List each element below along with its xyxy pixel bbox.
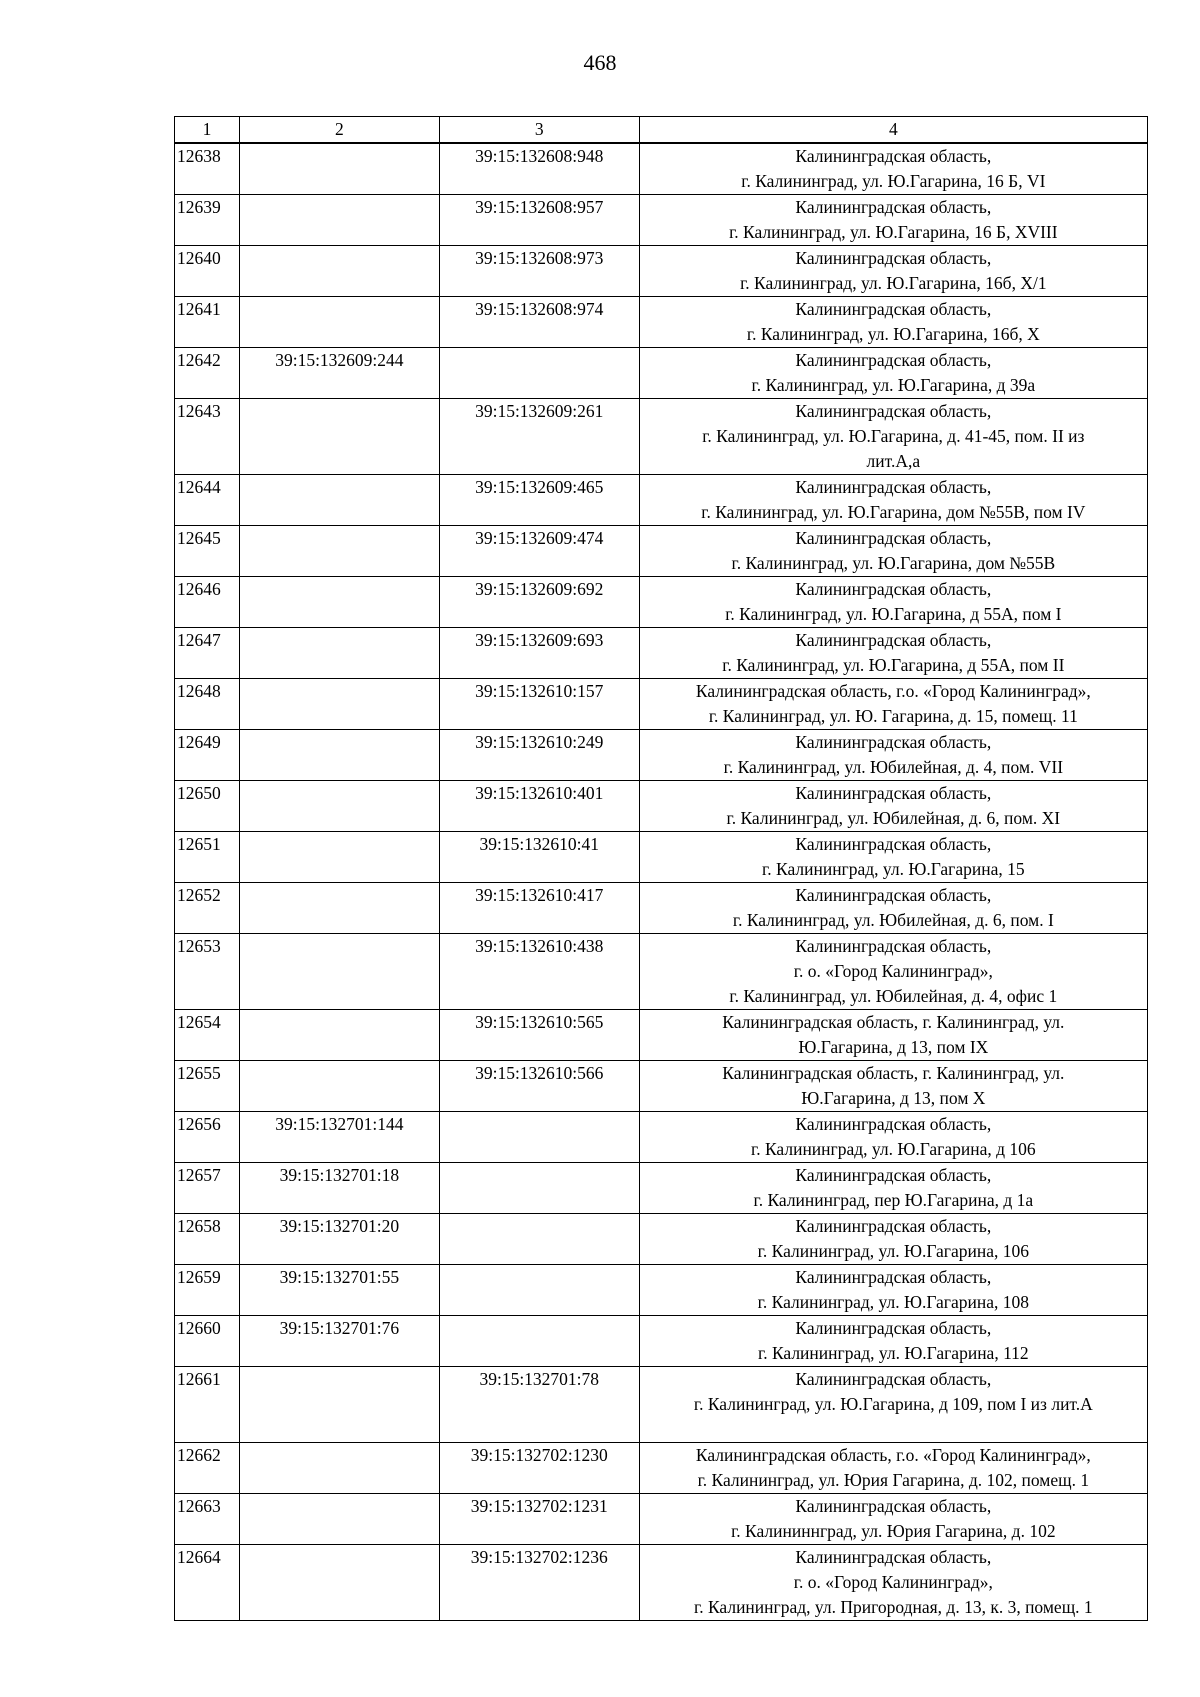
cadastral-object-cell: 39:15:132609:261 bbox=[439, 399, 639, 475]
row-number-cell: 12646 bbox=[175, 577, 240, 628]
cadastral-land-cell bbox=[239, 883, 439, 934]
header-col-2: 2 bbox=[239, 117, 439, 144]
row-number-cell: 12664 bbox=[175, 1545, 240, 1621]
cadastral-land-cell bbox=[239, 1061, 439, 1112]
table-row bbox=[175, 577, 1148, 628]
address-cell: Калининградская область, г. Калининград, ул. Юбилейная, д. 6, пом. I bbox=[639, 883, 1147, 934]
address-cell: Калининградская область, г. о. «Город Калининград», г. Калининград, ул. Пригородная, д. 13, к. 3, помещ. 1 bbox=[639, 1545, 1147, 1621]
row-number-cell: 12648 bbox=[175, 679, 240, 730]
cadastral-land-cell bbox=[239, 1367, 439, 1443]
row-number-cell: 12642 bbox=[175, 348, 240, 399]
row-number-cell: 12654 bbox=[175, 1010, 240, 1061]
table-row bbox=[175, 1163, 1148, 1214]
address-cell: Калининградская область, г. Калининград, ул. Ю.Гагарина, 108 bbox=[639, 1265, 1147, 1316]
cadastral-land-cell bbox=[239, 1443, 439, 1494]
row-number-cell: 12657 bbox=[175, 1163, 240, 1214]
cadastral-object-cell: 39:15:132610:566 bbox=[439, 1061, 639, 1112]
cadastral-land-cell bbox=[239, 399, 439, 475]
cadastral-land-cell bbox=[239, 526, 439, 577]
table-row bbox=[175, 1214, 1148, 1265]
row-number-cell: 12645 bbox=[175, 526, 240, 577]
row-number-cell: 12653 bbox=[175, 934, 240, 1010]
cadastral-object-cell: 39:15:132702:1230 bbox=[439, 1443, 639, 1494]
cadastral-object-cell: 39:15:132609:474 bbox=[439, 526, 639, 577]
table-row bbox=[175, 1443, 1148, 1494]
table-row bbox=[175, 399, 1148, 475]
table-row bbox=[175, 1010, 1148, 1061]
cadastral-land-cell bbox=[239, 628, 439, 679]
table-row bbox=[175, 297, 1148, 348]
cadastral-object-cell: 39:15:132608:973 bbox=[439, 246, 639, 297]
cadastral-land-cell: 39:15:132701:55 bbox=[239, 1265, 439, 1316]
cadastral-land-cell bbox=[239, 246, 439, 297]
table-row bbox=[175, 195, 1148, 246]
table-row bbox=[175, 1112, 1148, 1163]
cadastral-land-cell bbox=[239, 195, 439, 246]
cadastral-land-cell bbox=[239, 679, 439, 730]
row-number-cell: 12647 bbox=[175, 628, 240, 679]
row-number-cell: 12649 bbox=[175, 730, 240, 781]
table-row bbox=[175, 1367, 1148, 1443]
cadastral-object-cell: 39:15:132609:692 bbox=[439, 577, 639, 628]
cadastral-land-cell bbox=[239, 475, 439, 526]
table-row bbox=[175, 883, 1148, 934]
cadastral-land-cell: 39:15:132701:76 bbox=[239, 1316, 439, 1367]
page-number: 468 bbox=[583, 50, 617, 75]
cadastral-object-cell bbox=[439, 1265, 639, 1316]
cadastral-object-cell bbox=[439, 1163, 639, 1214]
row-number-cell: 12643 bbox=[175, 399, 240, 475]
table-row bbox=[175, 730, 1148, 781]
cadastral-object-cell: 39:15:132610:249 bbox=[439, 730, 639, 781]
address-cell: Калининградская область, г. Калининград, ул. Ю.Гагарина, 16б, X bbox=[639, 297, 1147, 348]
address-cell: Калининградская область, г. Калининград, ул. Юбилейная, д. 4, пом. VII bbox=[639, 730, 1147, 781]
cadastral-object-cell: 39:15:132702:1231 bbox=[439, 1494, 639, 1545]
cadastral-land-cell: 39:15:132609:244 bbox=[239, 348, 439, 399]
address-cell: Калининградская область, г.о. «Город Калининград», г. Калининград, ул. Юрия Гагарина, д. 102, помещ. 1 bbox=[639, 1443, 1147, 1494]
cadastral-object-cell bbox=[439, 1214, 639, 1265]
table-row bbox=[175, 1061, 1148, 1112]
address-cell: Калининградская область, г. Калининград, ул. Ю.Гагарина, 106 bbox=[639, 1214, 1147, 1265]
table-row bbox=[175, 781, 1148, 832]
table-row bbox=[175, 679, 1148, 730]
row-number-cell: 12641 bbox=[175, 297, 240, 348]
table-row bbox=[175, 628, 1148, 679]
row-number-cell: 12651 bbox=[175, 832, 240, 883]
cadastral-object-cell: 39:15:132610:438 bbox=[439, 934, 639, 1010]
cadastral-land-cell: 39:15:132701:144 bbox=[239, 1112, 439, 1163]
address-cell: Калининградская область, г. Калининград, ул. Ю.Гагарина, 16б, X/1 bbox=[639, 246, 1147, 297]
address-cell: Калининградская область, г. Калининград, ул. Ю.Гагарина, д 39а bbox=[639, 348, 1147, 399]
row-number-cell: 12662 bbox=[175, 1443, 240, 1494]
address-cell: Калининградская область, г. Калининград, ул. Ю.Гагарина, дом №55В, пом IV bbox=[639, 475, 1147, 526]
cadastral-object-cell: 39:15:132610:401 bbox=[439, 781, 639, 832]
address-cell: Калининградская область, г. Калининград, ул. Ю.Гагарина, д 55А, пом II bbox=[639, 628, 1147, 679]
table-row bbox=[175, 1494, 1148, 1545]
row-number-cell: 12650 bbox=[175, 781, 240, 832]
address-cell: Калининградская область, г. Калининград, ул. Ю.Гагарина, д. 41-45, пом. II из лит.А,а bbox=[639, 399, 1147, 475]
cadastral-object-cell: 39:15:132608:957 bbox=[439, 195, 639, 246]
row-number-cell: 12658 bbox=[175, 1214, 240, 1265]
row-number-cell: 12660 bbox=[175, 1316, 240, 1367]
table-body bbox=[175, 143, 1148, 1621]
cadastral-land-cell bbox=[239, 297, 439, 348]
row-number-cell: 12661 bbox=[175, 1367, 240, 1443]
header-col-4: 4 bbox=[639, 117, 1147, 144]
table-row bbox=[175, 526, 1148, 577]
row-number-cell: 12659 bbox=[175, 1265, 240, 1316]
cadastral-object-cell bbox=[439, 1112, 639, 1163]
cadastral-object-cell: 39:15:132609:693 bbox=[439, 628, 639, 679]
cadastral-object-cell: 39:15:132608:974 bbox=[439, 297, 639, 348]
cadastral-object-cell: 39:15:132610:565 bbox=[439, 1010, 639, 1061]
table-row bbox=[175, 832, 1148, 883]
cadastral-land-cell bbox=[239, 1545, 439, 1621]
cadastral-land-cell: 39:15:132701:20 bbox=[239, 1214, 439, 1265]
cadastral-land-cell bbox=[239, 1010, 439, 1061]
table-row bbox=[175, 246, 1148, 297]
table-row bbox=[175, 1316, 1148, 1367]
row-number-cell: 12638 bbox=[175, 143, 240, 195]
table-row bbox=[175, 475, 1148, 526]
row-number-cell: 12663 bbox=[175, 1494, 240, 1545]
table-row bbox=[175, 1265, 1148, 1316]
cadastral-object-cell: 39:15:132702:1236 bbox=[439, 1545, 639, 1621]
address-cell: Калининградская область, г.о. «Город Калининград», г. Калининград, ул. Ю. Гагарина, д. 15, помещ. 11 bbox=[639, 679, 1147, 730]
cadastral-object-cell: 39:15:132610:41 bbox=[439, 832, 639, 883]
cadastral-land-cell bbox=[239, 730, 439, 781]
header-row bbox=[175, 117, 1148, 144]
address-cell: Калининградская область, г. о. «Город Калининград», г. Калининград, ул. Юбилейная, д. 4, офис 1 bbox=[639, 934, 1147, 1010]
cadastral-object-cell: 39:15:132610:417 bbox=[439, 883, 639, 934]
cadastral-object-cell bbox=[439, 348, 639, 399]
address-cell: Калининградская область, г. Калининград, ул. Ю.Гагарина, 15 bbox=[639, 832, 1147, 883]
address-cell: Калининградская область, г. Калининград, ул. Ю.Гагарина, д 13, пом IX bbox=[639, 1010, 1147, 1061]
address-cell: Калининградская область, г. Калининград, ул. Ю.Гагарина, дом №55В bbox=[639, 526, 1147, 577]
cadastral-land-cell bbox=[239, 934, 439, 1010]
cadastral-land-cell: 39:15:132701:18 bbox=[239, 1163, 439, 1214]
address-cell: Калининградская область, г. Калининград, ул. Ю.Гагарина, 112 bbox=[639, 1316, 1147, 1367]
address-cell: Калининградская область, г. Калининград, ул. Ю.Гагарина, д 55А, пом I bbox=[639, 577, 1147, 628]
row-number-cell: 12656 bbox=[175, 1112, 240, 1163]
row-number-cell: 12639 bbox=[175, 195, 240, 246]
row-number-cell: 12655 bbox=[175, 1061, 240, 1112]
table-row bbox=[175, 143, 1148, 195]
cadastral-land-cell bbox=[239, 143, 439, 195]
address-cell: Калининградская область, г. Калининград, ул. Ю.Гагарина, 16 Б, XVIII bbox=[639, 195, 1147, 246]
address-cell: Калининградская область, г. Калининград, ул. Ю.Гагарина, 16 Б, VI bbox=[639, 143, 1147, 195]
cadastral-object-cell: 39:15:132609:465 bbox=[439, 475, 639, 526]
table-row bbox=[175, 1545, 1148, 1621]
address-cell: Калининградская область, г. Калининград, ул. Ю.Гагарина, д 13, пом X bbox=[639, 1061, 1147, 1112]
address-cell: Калининградская область, г. Калининград, ул. Юбилейная, д. 6, пом. XI bbox=[639, 781, 1147, 832]
header-col-1: 1 bbox=[175, 117, 240, 144]
row-number-cell: 12644 bbox=[175, 475, 240, 526]
table-row bbox=[175, 934, 1148, 1010]
cadastral-object-cell: 39:15:132701:78 bbox=[439, 1367, 639, 1443]
cadastral-object-cell bbox=[439, 1316, 639, 1367]
cadastral-object-cell: 39:15:132608:948 bbox=[439, 143, 639, 195]
table-row bbox=[175, 348, 1148, 399]
address-cell: Калининградская область, г. Калининнград, ул. Юрия Гагарина, д. 102 bbox=[639, 1494, 1147, 1545]
cadastral-land-cell bbox=[239, 577, 439, 628]
cadastral-land-cell bbox=[239, 781, 439, 832]
address-cell: Калининградская область, г. Калининград, ул. Ю.Гагарина, д 109, пом I из лит.А bbox=[639, 1367, 1147, 1443]
address-cell: Калининградская область, г. Калининград, ул. Ю.Гагарина, д 106 bbox=[639, 1112, 1147, 1163]
row-number-cell: 12652 bbox=[175, 883, 240, 934]
address-cell: Калининградская область, г. Калининград, пер Ю.Гагарина, д 1а bbox=[639, 1163, 1147, 1214]
row-number-cell: 12640 bbox=[175, 246, 240, 297]
cadastral-object-cell: 39:15:132610:157 bbox=[439, 679, 639, 730]
cadastral-land-cell bbox=[239, 1494, 439, 1545]
header-col-3: 3 bbox=[439, 117, 639, 144]
registry-table bbox=[174, 116, 1148, 1621]
cadastral-land-cell bbox=[239, 832, 439, 883]
